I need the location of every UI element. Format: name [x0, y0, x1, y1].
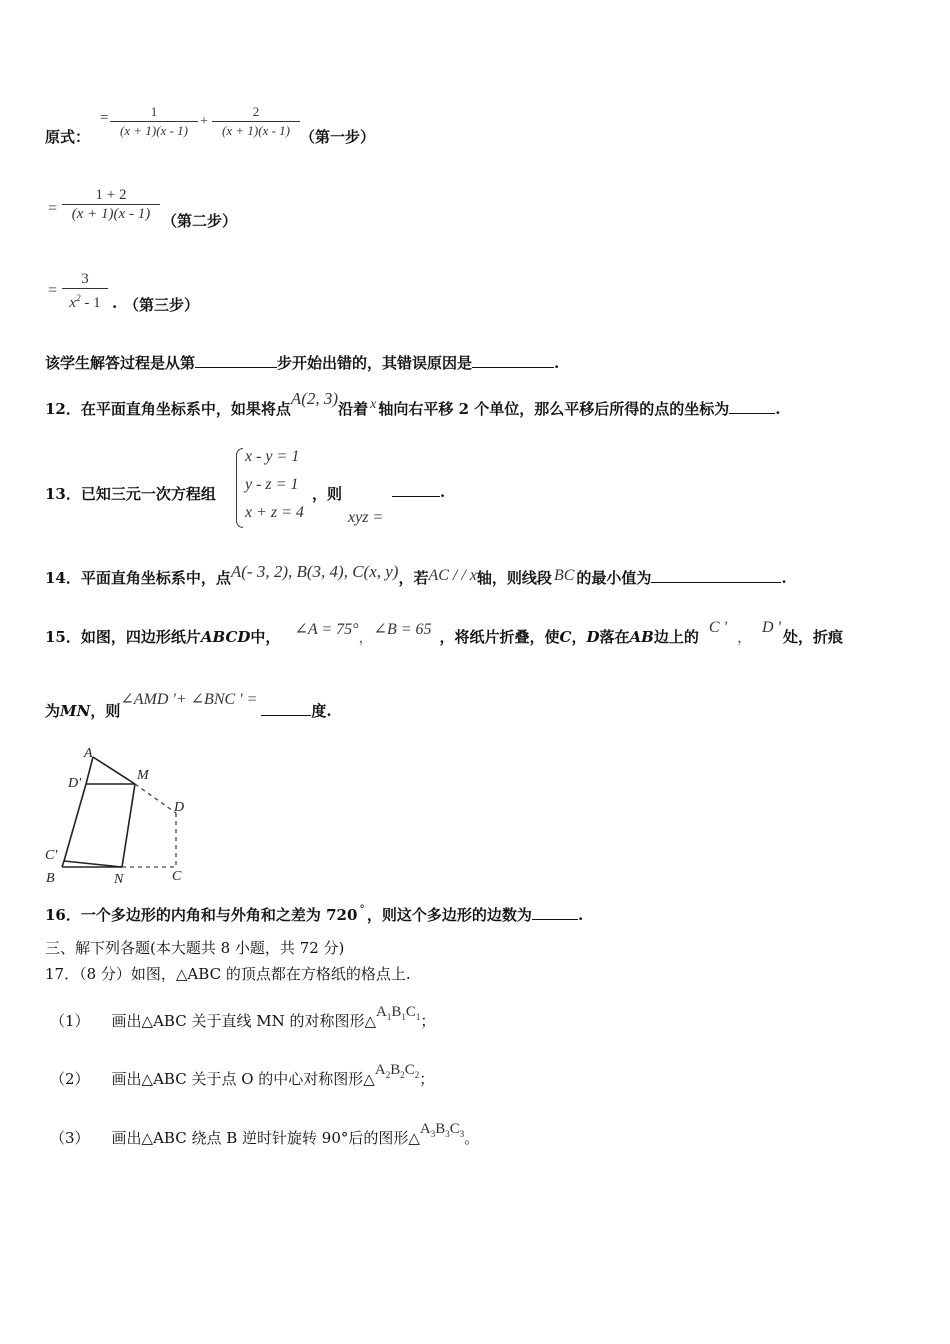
q15-mn: MN — [60, 702, 91, 720]
fraction-denominator: (x + 1)(x - 1) — [120, 123, 188, 138]
q15-mid-b: ，将纸片折叠，使 — [439, 628, 560, 646]
fraction-numerator: 2 — [252, 104, 260, 119]
item-triangle: $A_1B_1C_1$ — [376, 1004, 421, 1022]
q12-end: . — [775, 400, 781, 418]
q13-end: . — [440, 483, 446, 501]
q15-line2 — [45, 691, 332, 721]
q17-item-2 — [50, 1062, 435, 1090]
label-m: M — [137, 768, 149, 783]
answer-blank-q12[interactable] — [729, 413, 775, 414]
q17-title: 17．（8 分）如图，△ABC 的顶点都在方格纸的格点上. — [45, 965, 411, 983]
step3-dot: . — [112, 294, 118, 312]
answer-blank-step[interactable] — [195, 367, 277, 368]
q13-equation-2: y - z = 1 — [245, 476, 299, 493]
q15-c: C — [559, 628, 572, 646]
label-c: C — [172, 869, 182, 884]
q15-expression: ∠AMD '+ ∠BNC ' = — [120, 691, 258, 708]
item-number: （3） — [50, 1129, 90, 1147]
label-d-prime: D' — [68, 776, 82, 791]
q14-end: . — [781, 569, 787, 587]
q13-prefix: 13．已知三元一次方程组 — [45, 485, 216, 503]
den-base: x — [69, 295, 77, 311]
fraction-denominator: (x + 1)(x - 1) — [222, 123, 290, 138]
q12-question — [45, 389, 781, 419]
q16-mid: ，则这个多边形的边数为 — [366, 906, 532, 924]
q16-question — [45, 904, 583, 925]
q12-mid-a: 沿着 — [338, 400, 369, 418]
fraction-numerator: 1 + 2 — [95, 187, 127, 203]
q15-sep: ， — [571, 628, 587, 646]
step1-fraction-1 — [110, 103, 198, 140]
label-n: N — [114, 872, 124, 887]
label-c-prime: C' — [45, 848, 58, 863]
item-text: 画出△ABC 关于直线 MN 的对称图形△ — [111, 1012, 377, 1030]
system-brace — [236, 448, 243, 528]
q15-sep-2: ， — [736, 628, 752, 646]
step1-plus: + — [200, 114, 208, 129]
q15-mid-a: 中， — [250, 628, 281, 646]
item-number: （1） — [50, 1012, 90, 1030]
q11-text-b: 步开始出错的，其错误原因是 — [277, 354, 473, 372]
q12-prefix: 12．在平面直角坐标系中，如果将点 — [45, 400, 291, 418]
fraction-numerator: 1 — [150, 104, 158, 119]
q12-axis: x — [370, 397, 377, 412]
q13-equation-1: x - y = 1 — [245, 448, 300, 465]
q15-angle-b: ∠B = 65 — [373, 621, 432, 638]
q11-end: . — [554, 354, 560, 372]
q15-c-prime: C ' — [708, 619, 727, 636]
answer-blank-q15[interactable] — [261, 715, 311, 716]
q12-mid-b: 轴向右平移 2 个单位，那么平移后所得的点的坐标为 — [378, 400, 730, 418]
fraction-denominator — [62, 289, 108, 312]
dashed-m-d — [135, 784, 176, 813]
q16-text: 16．一个多边形的内角和与外角和之差为 720 — [45, 906, 358, 924]
step1-eq: = — [100, 110, 109, 126]
q15-end: 度. — [311, 702, 332, 720]
q14-mid-b: 轴，则线段 — [476, 569, 552, 587]
q16-degree: ° — [359, 903, 365, 916]
step1-fraction-2 — [212, 103, 300, 140]
edge-m-n — [122, 784, 135, 867]
label-d: D — [174, 800, 185, 815]
step2-fraction — [62, 186, 160, 223]
edge-a-dprime — [86, 757, 93, 784]
q13-mid: ，则 — [312, 485, 343, 503]
q14-prefix: 14．平面直角坐标系中，点 — [45, 569, 231, 587]
step2-tag: （第二步） — [162, 212, 238, 230]
q15-quad: ABCD — [200, 628, 251, 646]
q14-mid-a: ，若 — [398, 569, 429, 587]
q15-prefix: 15．如图，四边形纸片 — [45, 628, 201, 646]
answer-blank-reason[interactable] — [472, 367, 554, 368]
item-end: ； — [420, 1012, 436, 1030]
q12-point: A(2, 3) — [290, 389, 339, 408]
q15-ab: AB — [629, 628, 654, 646]
den-rest: - 1 — [80, 295, 101, 311]
label-a: A — [84, 746, 93, 761]
q13-expression: xyz = — [348, 509, 384, 526]
step3-fraction — [62, 270, 108, 312]
q13-equation-3: x + z = 4 — [245, 504, 304, 521]
edge-a-m — [93, 757, 135, 784]
q11-text-a: 该学生解答过程是从第 — [45, 354, 196, 372]
q17-item-1 — [50, 1004, 436, 1032]
q13-answer — [392, 483, 445, 501]
q14-condition: AC / / x — [428, 567, 477, 584]
step1-label: 原式： — [45, 128, 91, 146]
q15-line2-a: 为 — [45, 702, 61, 720]
q14-question — [45, 562, 787, 588]
q16-end: . — [577, 906, 584, 924]
item-end: 。 — [464, 1129, 480, 1147]
item-number: （2） — [50, 1070, 90, 1088]
q14-mid-c: 的最小值为 — [576, 569, 652, 587]
den-exponent: 2 — [76, 293, 81, 303]
q15-d: D — [586, 628, 600, 646]
item-triangle: $A_2B_2C_2$ — [374, 1062, 420, 1080]
edge-dprime-cprime — [64, 784, 86, 861]
step1-tag: （第一步） — [300, 128, 376, 146]
answer-blank-q13[interactable] — [392, 496, 440, 497]
answer-blank-q14[interactable] — [651, 582, 781, 583]
item-text: 画出△ABC 关于点 O 的中心对称图形△ — [111, 1070, 375, 1088]
q15-mid-d: 边上的 — [653, 628, 699, 646]
q15-comma: ， — [358, 628, 374, 646]
q15-line2-b: ，则 — [90, 702, 121, 720]
item-end: ； — [419, 1070, 435, 1088]
step2-eq: = — [48, 200, 58, 217]
edge-cprime-b — [62, 861, 64, 867]
q15-mid-e: 处，折痕 — [782, 628, 843, 646]
q15-angle-a: ∠A = 75° — [294, 621, 359, 638]
label-b: B — [46, 871, 55, 886]
q17-item-3 — [50, 1121, 480, 1149]
edge-cprime-n — [64, 861, 122, 867]
q14-points: A(- 3, 2), B(3, 4), C(x, y) — [230, 562, 399, 581]
step3-eq: = — [48, 282, 58, 299]
fraction-denominator: (x + 1)(x - 1) — [71, 206, 151, 222]
step3-tag: （第三步） — [124, 296, 200, 314]
answer-blank-q16[interactable] — [532, 919, 578, 920]
q15-mid-c: 落在 — [599, 628, 630, 646]
q14-segment: BC — [553, 567, 575, 584]
q15-d-prime: D ' — [762, 619, 781, 636]
section-3-title: 三、解下列各题(本大题共 8 小题，共 72 分) — [45, 939, 345, 957]
item-triangle: $A_3B_3C_3$ — [419, 1121, 465, 1139]
q11-error-question — [45, 352, 559, 373]
quadrilateral-fold-figure — [40, 745, 200, 890]
fraction-numerator: 3 — [81, 271, 89, 287]
q15-line1 — [45, 619, 843, 647]
item-text: 画出△ABC 绕点 B 逆时针旋转 90°后的图形△ — [111, 1129, 420, 1147]
